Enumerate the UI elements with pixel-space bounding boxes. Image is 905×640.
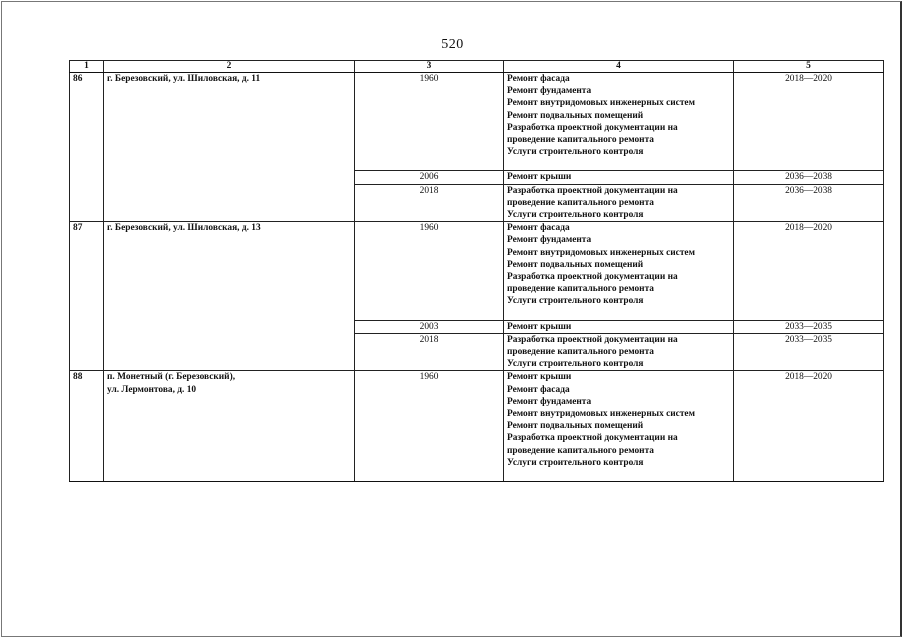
entry-address [104,222,355,371]
entry-number: 88 [70,371,104,482]
column-header-2: 2 [104,61,355,73]
repair-period: 2036—2038 [734,171,884,184]
work-item: Услуги строительного контроля [507,296,644,307]
work-item: проведение капитального ремонта [507,135,654,146]
column-header-1: 1 [70,61,104,73]
address-line: п. Монетный (г. Березовский), [107,372,236,383]
build-year: 2018 [355,184,504,222]
entry-number: 86 [70,73,104,222]
entry-number: 87 [70,222,104,371]
entry-address [104,73,355,222]
build-year: 2003 [355,320,504,333]
work-item: Услуги строительного контроля [507,210,644,221]
work-item: Разработка проектной документации на [507,122,678,133]
work-item: Ремонт фасада [507,74,570,84]
work-item: проведение капитального ремонта [507,347,654,358]
works-list [504,171,734,184]
table-body [70,73,884,482]
work-item: Ремонт внутридомовых инженерных систем [507,98,695,109]
work-item: Услуги строительного контроля [507,147,644,158]
work-item: Ремонт внутридомовых инженерных систем [507,247,695,258]
address-line: г. Березовский, ул. Шиловская, д. 13 [107,223,261,234]
build-year: 1960 [355,371,504,482]
work-item: Ремонт фундамента [507,396,592,407]
work-item: Разработка проектной документации на [507,334,678,345]
address-line: ул. Лермонтова, д. 10 [107,384,197,395]
work-item: Услуги строительного контроля [507,359,644,370]
table-row [70,73,884,171]
work-item: Ремонт крыши [507,172,572,183]
work-item: Ремонт фасада [507,384,570,395]
works-list [504,73,734,171]
address-line: г. Березовский, ул. Шиловская, д. 11 [107,74,261,84]
entry-address [104,371,355,482]
column-header-5: 5 [734,61,884,73]
work-item: Разработка проектной документации на [507,272,678,283]
works-list [504,184,734,222]
works-list [504,222,734,320]
repair-period: 2018—2020 [734,371,884,482]
repair-schedule-table [69,60,884,482]
column-header-3: 3 [355,61,504,73]
work-item: Разработка проектной документации на [507,433,678,444]
work-item: проведение капитального ремонта [507,197,654,208]
repair-period: 2018—2020 [734,73,884,171]
work-item: Ремонт крыши [507,321,572,332]
work-item: Ремонт подвальных помещений [507,110,644,121]
build-year: 2006 [355,171,504,184]
works-list [504,371,734,482]
work-item: проведение капитального ремонта [507,284,654,295]
table-row [70,222,884,320]
build-year: 1960 [355,222,504,320]
build-year: 2018 [355,333,504,371]
work-item: Ремонт подвальных помещений [507,421,644,432]
repair-period: 2018—2020 [734,222,884,320]
work-item: Ремонт фасада [507,223,570,234]
work-item: Ремонт фундамента [507,86,592,97]
works-list [504,320,734,333]
work-item: Разработка проектной документации на [507,185,678,196]
table-row [70,371,884,482]
work-item: Ремонт фундамента [507,235,592,246]
work-item: проведение капитального ремонта [507,445,654,456]
works-list [504,333,734,371]
work-item: Ремонт крыши [507,372,572,383]
repair-period: 2033—2035 [734,320,884,333]
column-header-4: 4 [504,61,734,73]
page-number: 520 [441,37,464,52]
repair-period: 2033—2035 [734,333,884,371]
build-year: 1960 [355,73,504,171]
table-header-row [70,61,884,73]
work-item: Услуги строительного контроля [507,457,644,468]
repair-period: 2036—2038 [734,184,884,222]
work-item: Ремонт внутридомовых инженерных систем [507,409,695,420]
work-item: Ремонт подвальных помещений [507,259,644,270]
